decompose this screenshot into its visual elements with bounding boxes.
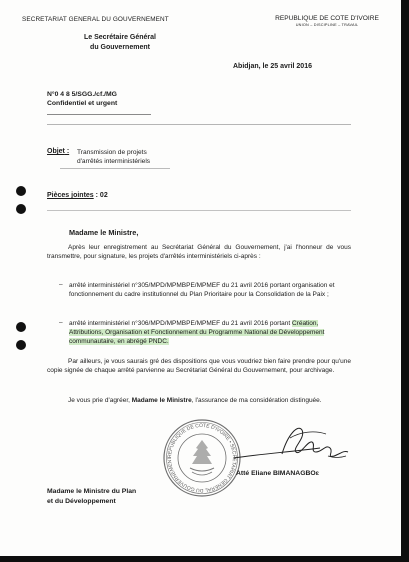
object-line1: Transmission de projets [77,149,147,156]
object-line2: d'arrêtés interministériels [77,158,151,165]
list-item: arrêté interministériel n°305/MPD/MPMBPE/MPMEF du 21 avril 2016 portant organisation et fonctionnement du cadre institutionnel du Plan Prioritaire pour la Consolidation de la Paix ; [69,282,335,299]
rule-divider [47,124,351,125]
reference-block [47,90,117,108]
signature-icon [230,418,352,470]
attachments-label: Pièces jointes [47,192,94,199]
attachments [47,192,108,199]
rule-divider [47,114,151,115]
punch-hole-icon [16,340,26,350]
rule-divider [60,168,170,169]
paragraph-archive: Par ailleurs, je vous saurais gré des dispositions que vous voudriez bien faire prendre pour qu'une copie signée de chaque arrêté parvienne au Secrétariat Général du Gouvernement, pour archivage. [47,358,351,375]
object-label: Objet : [47,148,70,155]
paragraph-closing: Je vous prie d'agréer, Madame le Ministre, l'assurance de ma considération distinguée. [68,397,322,404]
sender-line1: Le Secrétaire Général [84,34,156,41]
salutation: Madame le Ministre, [69,228,139,237]
list-bullet: – [59,281,63,288]
letter-date: Abidjan, le 25 avril 2016 [233,63,312,70]
list-bullet: – [59,319,63,326]
paragraph-intro: Après leur enregistrement au Secrétariat Général du Gouvernement, j'ai l'honneur de vous transmettre, pour signature, les projets d'arrêtés interministériels ci-après : [47,244,351,261]
punch-hole-icon [16,322,26,332]
reference-classification: Confidentiel et urgent [47,100,118,107]
scan-border-bottom [0,556,409,562]
punch-hole-icon [16,204,26,214]
signatory-name: Atté Eliane BIMANAGBOɛ [236,470,320,477]
rule-divider [47,210,351,211]
header-right-title: REPUBLIQUE DE COTE D'IVOIRE [275,15,379,22]
header-right [262,15,392,27]
sender-block [60,33,180,53]
object-text [77,148,150,166]
list-item: arrêté interministériel n°306/MPD/MPMBPE/MPMEF du 21 avril 2016 portant Création, Attributions, Organisation et Fonctionnement du Programme National de Développement communautaire, en abrégé PNDC. [69,320,325,346]
recipient-line2: et du Développement [47,497,116,505]
svg-text:REPUBLIQUE DE COTE D'IVOIRE •: REPUBLIQUE DE COTE D'IVOIRE • SECRETARIAT GENERAL DU GOUVERNEMENT [166,422,238,494]
scan-border-right [401,0,409,562]
recipient-block [47,487,136,506]
attachments-value: : 02 [93,192,108,199]
header-motto: UNION – DISCIPLINE – TRAVAIL [295,23,359,27]
punch-hole-icon [16,186,26,196]
reference-number: N°0 4 8 5/SGG./cf./MG [47,91,117,98]
sender-line2: du Gouvernement [90,44,150,51]
header-left-title: SECRETARIAT GENERAL DU GOUVERNEMENT [22,16,169,23]
recipient-line1: Madame le Ministre du Plan [47,488,137,495]
highlighted-text: Création, Attributions, Organisation et Fonctionnement du Programme National de Développement communautaire, en abrégé PNDC. [69,320,325,346]
